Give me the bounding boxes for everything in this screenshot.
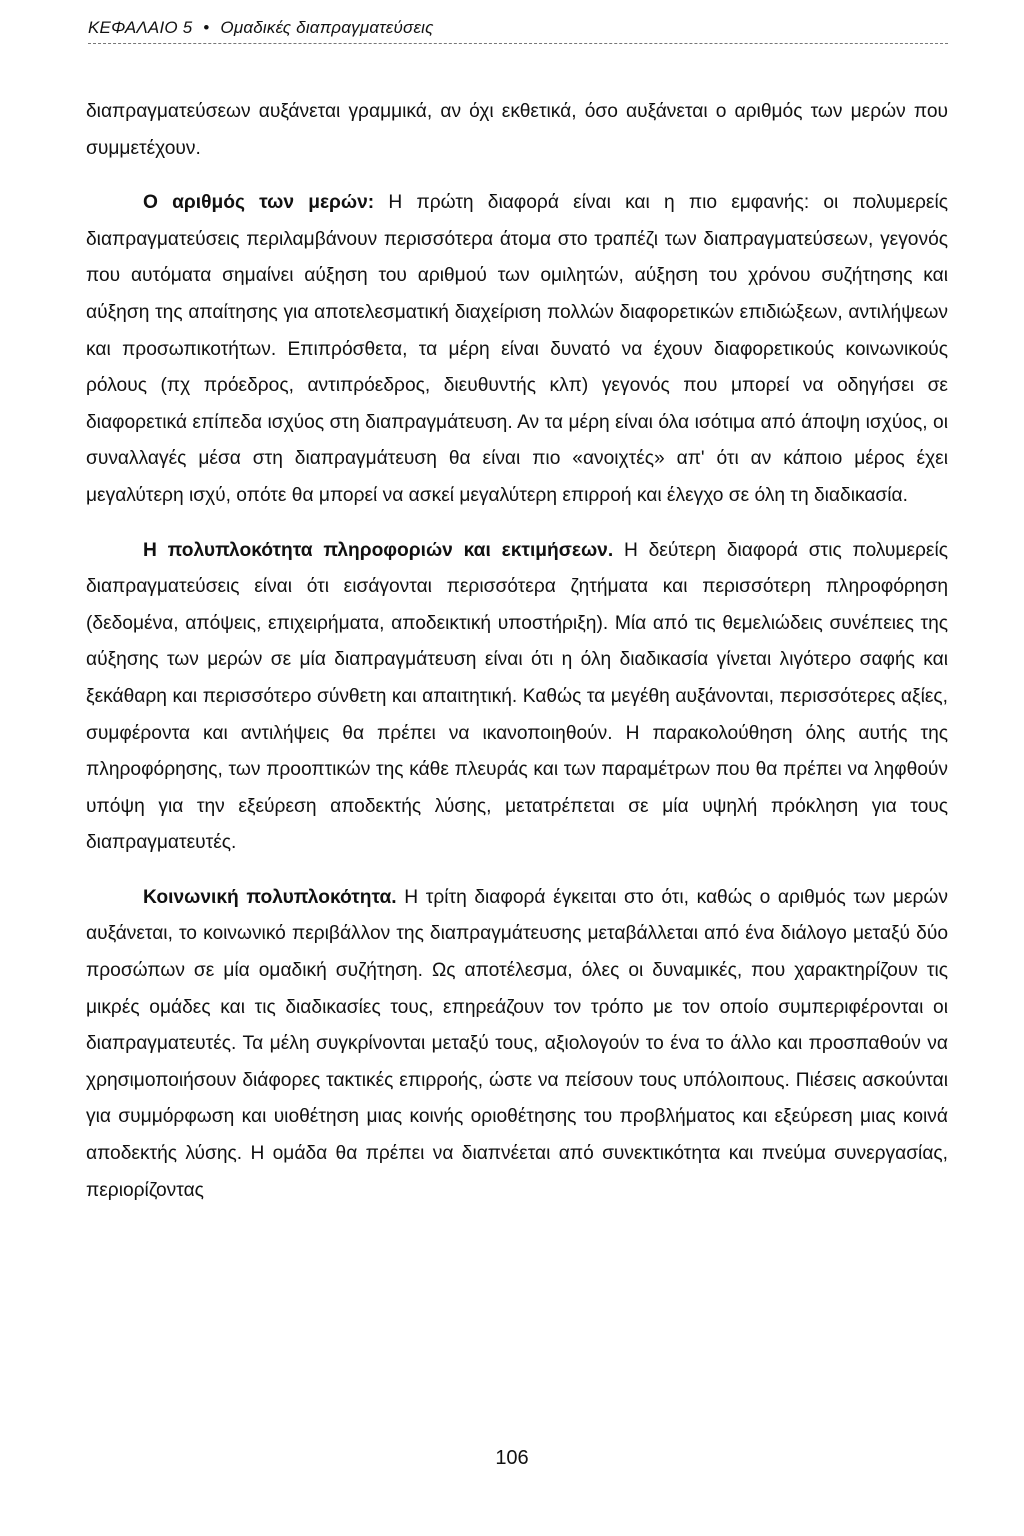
running-header: [88, 18, 948, 44]
paragraph-text: διαπραγματεύσεων αυξάνεται γραμμικά, αν όχι εκθετικά, όσο αυξάνεται ο αριθμός των μερών που συμμετέχουν.: [86, 101, 948, 159]
paragraph-text: Η τρίτη διαφορά έγκειται στο ότι, καθώς ο αριθμός των μερών αυξάνεται, το κοινωνικό περιβάλλον της διαπραγμάτευσης μεταβάλλεται από ένα διάλογο μεταξύ δύο προσώπων σε μία ομαδική συζήτηση. Ως αποτέλεσμα, όλες οι δυναμικές, που χαρακτηρίζουν τις μικρές ομάδες και τις διαδικασίες τους, επηρεάζουν τον τρόπο με τον οποίο συμπεριφέρονται οι διαπραγματευτές. Τα μέλη συγκρίνονται μεταξύ τους, αξιολογούν το ένα το άλλο και προσπαθούν να χρησιμοποιήσουν διάφορες τακτικές επιρροής, ώστε να πείσουν τους υπόλοιπους. Πιέσεις ασκούνται για συμμόρφωση και υιοθέτηση μιας κοινής οριοθέτησης του προβλήματος και εξεύρεση μιας κοινά αποδεκτής λύσης. Η ομάδα θα πρέπει να διαπνέεται από συνεκτικότητα και πνεύμα συνεργασίας, περιορίζοντας: [86, 886, 948, 1201]
header-rule: [88, 43, 948, 44]
run-in-heading: Κοινωνική πολυπλοκότητα.: [143, 886, 397, 908]
run-in-heading: Η πολυπλοκότητα πληροφοριών και εκτιμήσεων.: [143, 539, 614, 561]
paragraph-number-of-parties: [86, 185, 948, 514]
paragraph-continued: [86, 94, 948, 167]
header-separator-bullet: •: [203, 18, 210, 37]
run-in-heading: Ο αριθμός των μερών:: [143, 192, 375, 214]
body-text: [86, 94, 948, 1209]
paragraph-social-complexity: [86, 880, 948, 1209]
page-number: 106: [495, 1447, 529, 1469]
paragraph-text: Η πρώτη διαφορά είναι και η πιο εμφανής: οι πολυμερείς διαπραγματεύσεις περιλαμβάνουν περισσότερα άτομα στο τραπέζι των διαπραγματεύσεων, γεγονός που αυτόματα σημαίνει αύξηση του αριθμού των ομιλητών, αύξηση του χρόνου συζήτησης και αύξηση της απαίτησης για αποτελεσματική διαχείριση πολλών διαφορετικών επιδιώξεων, αντιλήψεων και προσωπικοτήτων. Επιπρόσθετα, τα μέρη είναι δυνατό να έχουν διαφορετικούς κοινωνικούς ρόλους (πχ πρόεδρος, αντιπρόεδρος, διευθυντής κλπ) γεγονός που μπορεί να οδηγήσει σε διαφορετικά επίπεδα ισχύος στη διαπραγμάτευση. Αν τα μέρη είναι όλα ισότιμα από άποψη ισχύος, οι συναλλαγές μέσα στη διαπραγμάτευση θα είναι πιο «ανοιχτές» απ' ότι αν κάποιο μέρος έχει μεγαλύτερη ισχύ, οπότε θα μπορεί να ασκεί μεγαλύτερη επιρροή και έλεγχο σε όλη τη διαδικασία.: [86, 192, 948, 506]
chapter-label: ΚΕΦΑΛΑΙΟ 5: [88, 18, 193, 37]
paragraph-text: Η δεύτερη διαφορά στις πολυμερείς διαπραγματεύσεις είναι ότι εισάγονται περισσότερα ζητήματα και περισσότερη πληροφόρηση (δεδομένα, απόψεις, επιχειρήματα, αποδεικτική υποστήριξη). Μία από τις θεμελιώδεις συνέπειες της αύξησης των μερών σε μία διαπραγμάτευση είναι ότι η όλη διαδικασία γίνεται λιγότερο σαφής και ξεκάθαρη και περισσότερο σύνθετη και απαιτητική. Καθώς τα μεγέθη αυξάνονται, περισσότερες αξίες, συμφέροντα και αντιλήψεις θα πρέπει να ικανοποιηθούν. Η παρακολούθηση όλης αυτής της πληροφόρησης, των προοπτικών της κάθε πλευράς και των παραμέτρων που θα πρέπει να ληφθούν υπόψη για την εξεύρεση αποδεκτής λύσης, μετατρέπεται σε μία υψηλή πρόκληση για τους διαπραγματευτές.: [86, 539, 948, 854]
paragraph-information-complexity: [86, 533, 948, 862]
chapter-title: Ομαδικές διαπραγματεύσεις: [220, 18, 434, 37]
